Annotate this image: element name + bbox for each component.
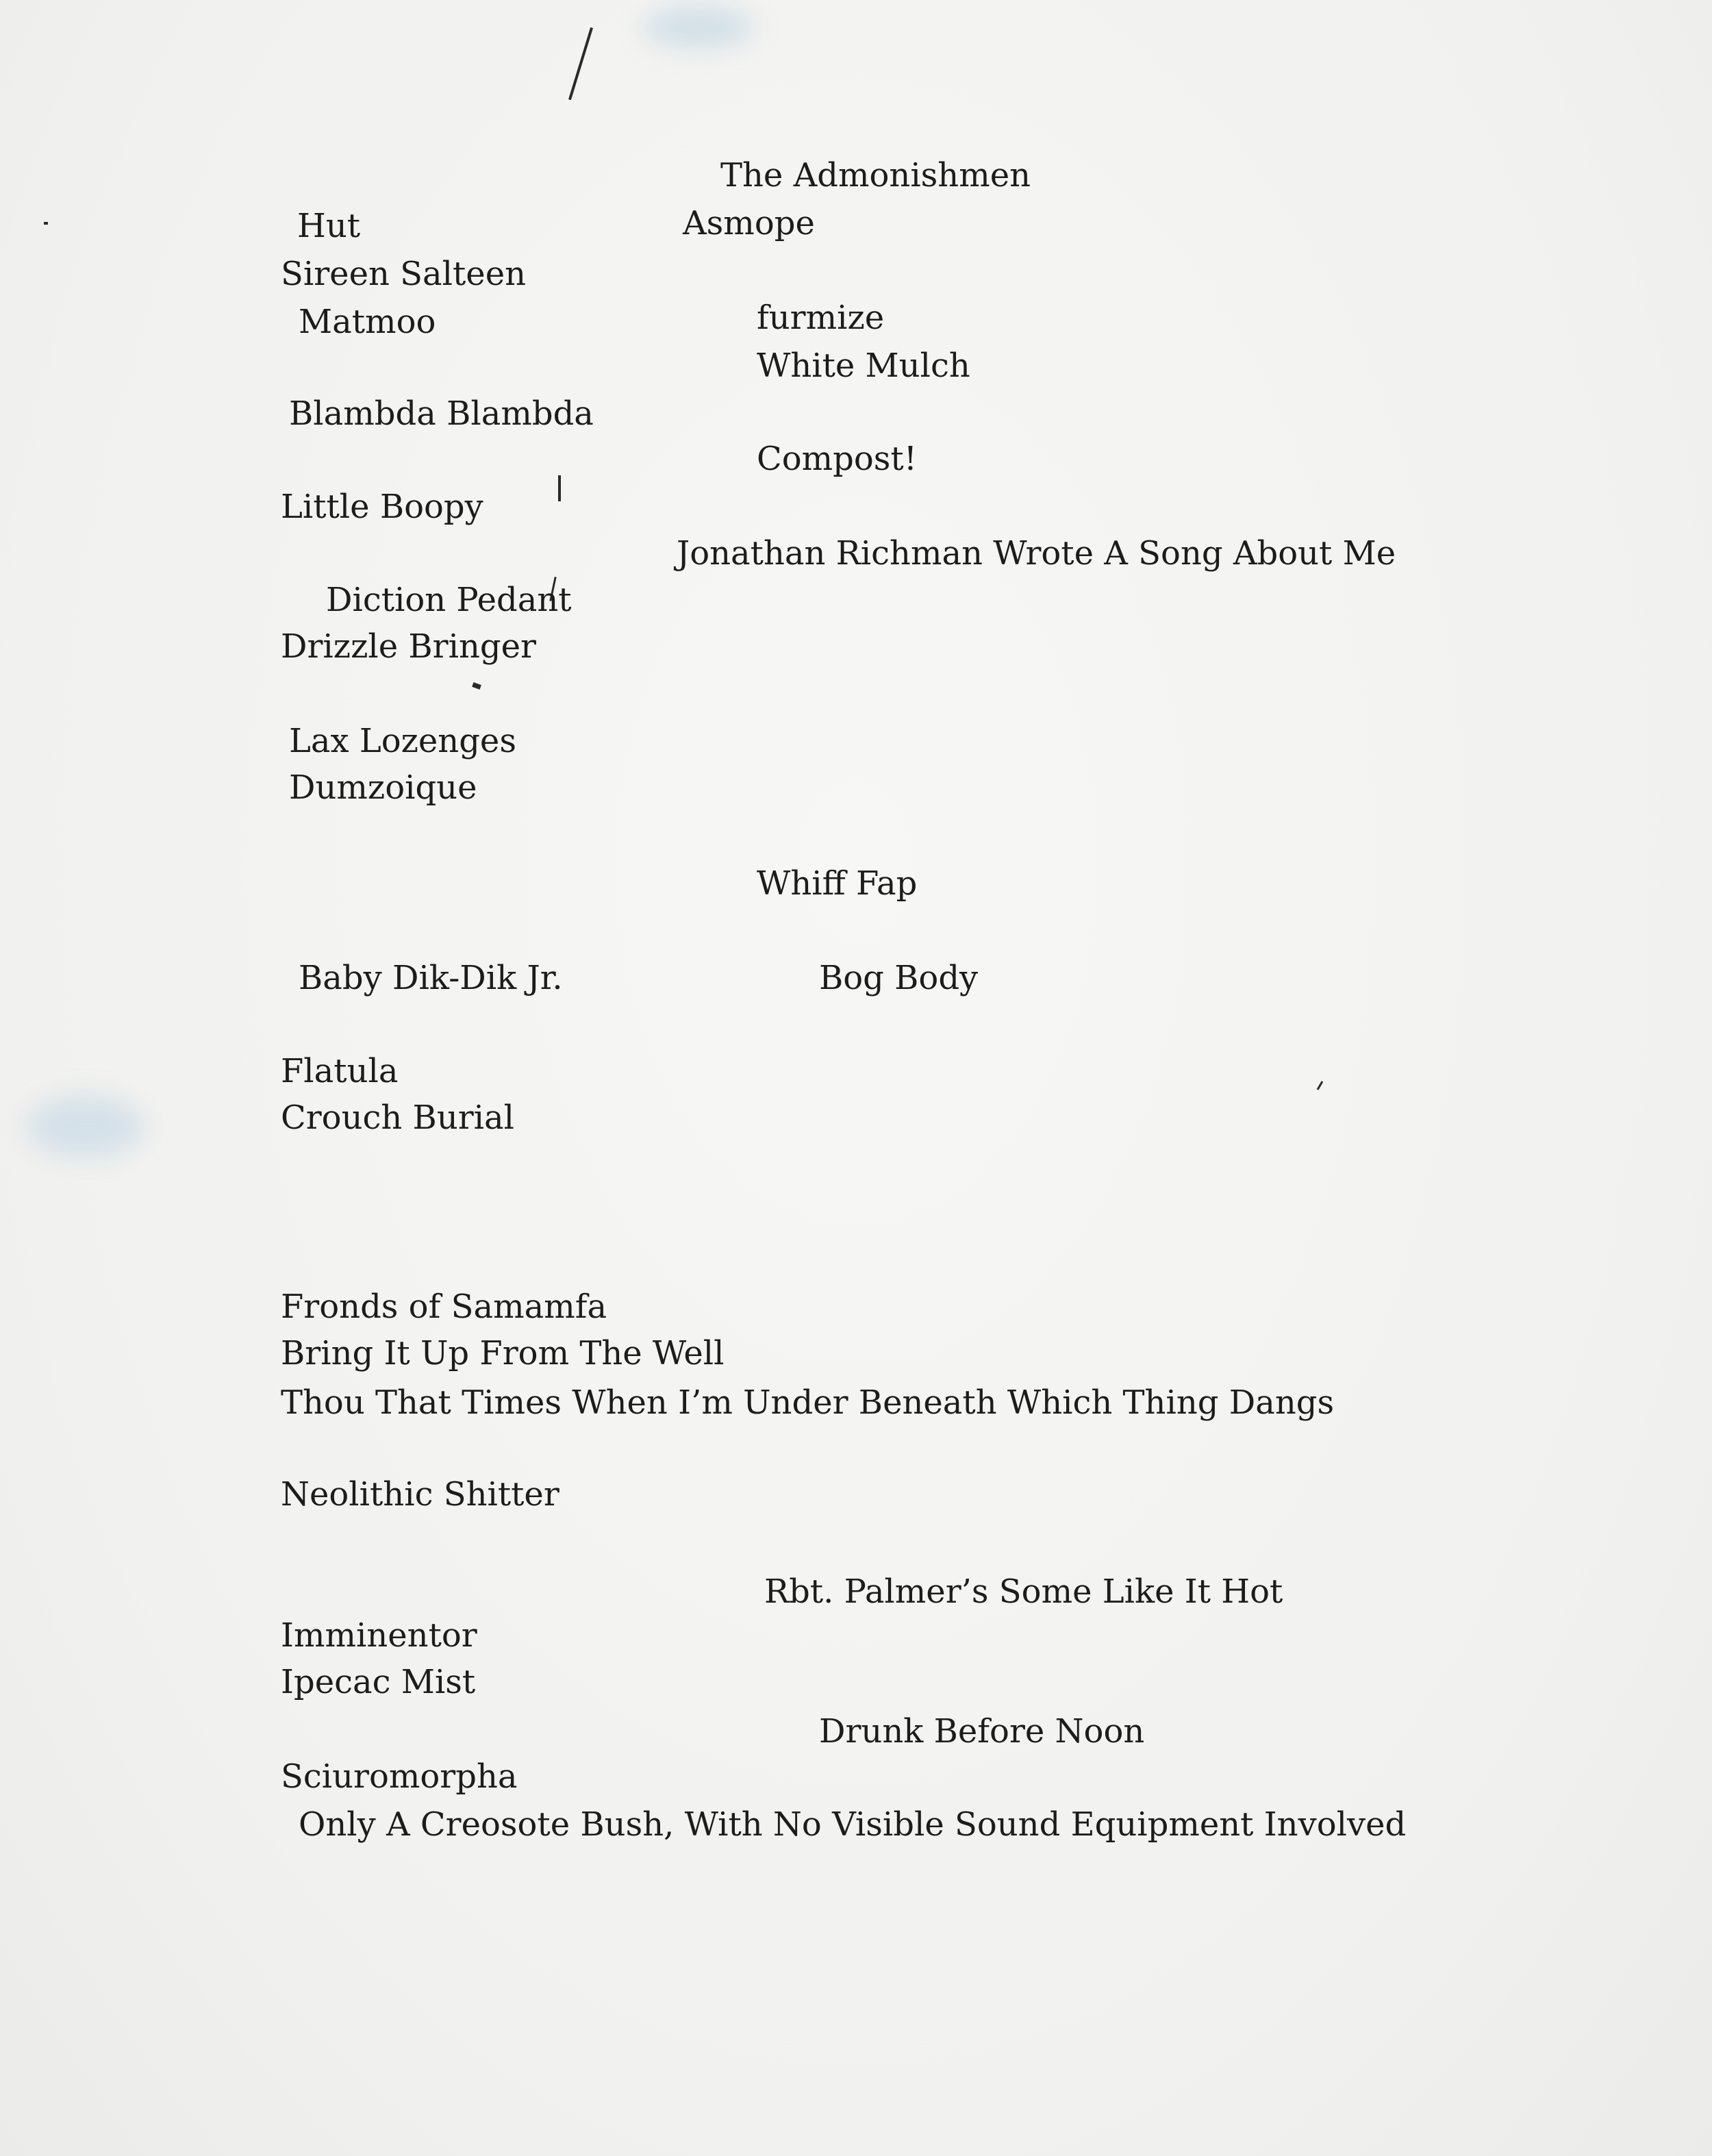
line-imminentor: Imminentor <box>281 1616 477 1655</box>
pen-dot-bringer <box>472 682 481 690</box>
pen-stroke-boopy <box>558 475 561 501</box>
blue-smudge-top <box>644 7 753 48</box>
line-fronds-of-samamfa: Fronds of Samamfa <box>281 1288 607 1326</box>
line-asmope: Asmope <box>683 204 815 242</box>
line-blambda-blambda: Blambda Blambda <box>289 394 594 433</box>
line-baby-dik-dik: Baby Dik-Dik Jr. <box>299 959 563 997</box>
line-drunk-before-noon: Drunk Before Noon <box>819 1712 1145 1751</box>
blue-smudge-left <box>27 1096 144 1157</box>
line-little-boopy: Little Boopy <box>281 488 483 526</box>
line-matmoo: Matmoo <box>299 303 436 341</box>
line-hut: Hut <box>297 207 361 245</box>
line-whiff-fap: Whiff Fap <box>757 864 918 903</box>
line-jonathan-richman: Jonathan Richman Wrote A Song About Me <box>677 534 1396 573</box>
line-dumzoique: Dumzoique <box>289 768 477 807</box>
line-compost: Compost! <box>757 440 917 478</box>
line-sciuromorpha: Sciuromorpha <box>281 1757 518 1796</box>
line-diction-pedant: Diction Pedant <box>326 581 572 619</box>
line-lax-lozenges: Lax Lozenges <box>289 722 516 760</box>
pen-tick-right <box>1317 1081 1324 1090</box>
line-sireen-salteen: Sireen Salteen <box>281 255 527 293</box>
line-furmize: furmize <box>757 299 885 337</box>
line-only-a-creosote-bush: Only A Creosote Bush, With No Visible Sound Equipment Involved <box>299 1805 1407 1844</box>
line-white-mulch: White Mulch <box>757 347 970 385</box>
line-bog-body: Bog Body <box>819 959 979 997</box>
line-thou-that-times: Thou That Times When I’m Under Beneath Which Thing Dangs <box>281 1383 1335 1422</box>
line-ipecac-mist: Ipecac Mist <box>281 1663 476 1701</box>
line-crouch-burial: Crouch Burial <box>281 1099 514 1137</box>
pen-dot-left <box>44 222 48 225</box>
line-the-admonishmen: The Admonishmen <box>720 156 1031 195</box>
line-drizzle-bringer: Drizzle Bringer <box>281 627 536 666</box>
line-bring-it-up: Bring It Up From The Well <box>281 1334 725 1372</box>
line-rbt-palmer: Rbt. Palmer’s Some Like It Hot <box>764 1572 1283 1611</box>
line-neolithic-shitter: Neolithic Shitter <box>281 1475 559 1514</box>
pen-stroke-top <box>568 27 593 100</box>
line-flatula: Flatula <box>281 1052 399 1090</box>
